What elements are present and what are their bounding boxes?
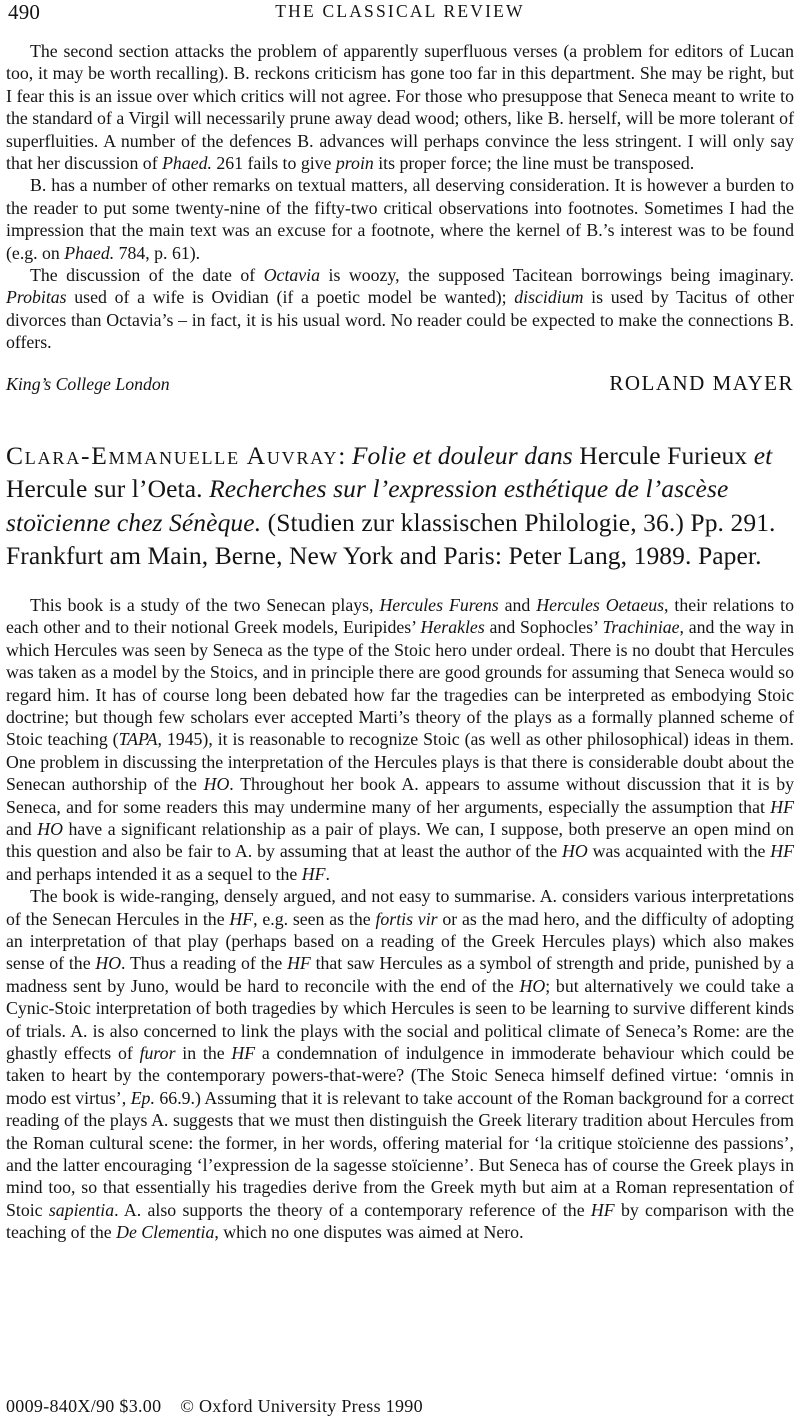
- page-number: 490: [8, 0, 41, 24]
- issn-price: 0009-840X/90 $3.00: [6, 1396, 162, 1416]
- book-citation-heading: [6, 439, 794, 572]
- paragraph: The book is wide-ranging, densely argued, and not easy to summarise. A. considers various interpretations of the Senecan Hercules in the HF, e.g. seen as the fortis vir or as the mad hero, and the difficulty of adopting an interpretation of that play (perhaps based on a reading of the Greek Hercules plays) which also makes sense of the HO. Thus a reading of the HF that saw Hercules as a symbol of strength and pride, punished by a madness sent by Juno, would be hard to reconcile with the end of the HO; but alternatively we could take a Cynic-Stoic interpretation of both tragedies by which Hercules is seen to be learning to survive different kinds of trials. A. is also concerned to link the plays with the social and political climate of Seneca’s Rome: are the ghastly effects of furor in the HF a condemnation of indulgence in immoderate behaviour which could be taken to heart by the contemporary powers-that-were? (The Stoic Seneca himself defined virtue: ‘omnis in modo est virtus’, Ep. 66.9.) Assuming that it is relevant to take account of the Roman background for a correct reading of the plays A. suggests that we must then distinguish the Greek literary tradition about Hercules from the Roman cultural scene: the former, in her words, offering material for ‘la critique stoïcienne des passions’, and the latter encouraging ‘l’expression de la sagesse stoïcienne’. But Seneca has of course the Greek plays in mind too, so that essentially his tragedies derive from the Greek myth but aim at a Roman representation of Stoic sapientia. A. also supports the theory of a contemporary reference of the HF by comparison with the teaching of the De Clementia, which no one disputes was aimed at Nero.: [6, 886, 795, 1243]
- book-citation: : Folie et douleur dans Hercule Furieux et Hercule sur l’Oeta. Recherches sur l’expression esthétique de l’ascèse stoïcienne chez Sénèque. (Studien zur klassischen Philologie, 36.) Pp. 291. Frankfurt am Main, Berne, New York and Paris: Peter Lang, 1989. Paper.: [6, 441, 776, 570]
- book-author: Clara-Emmanuelle Auvray: [6, 441, 339, 471]
- running-header: [6, 0, 794, 40]
- paragraph: This book is a study of the two Senecan plays, Hercules Furens and Hercules Oetaeus, their relations to each other and to their notional Greek models, Euripides’ Herakles and Sophocles’ Trachiniae, and the way in which Hercules was seen by Seneca as the type of the Stoic hero under ordeal. There is no doubt that Hercules was taken as a model by the Stoics, and in principle there are good grounds for assuming that Seneca would so regard him. It has of course long been debated how far the tragedies can be interpreted as embodying Stoic doctrine; but though few scholars ever accepted Marti’s theory of the plays as a formally planned scheme of Stoic teaching (TAPA, 1945), it is reasonable to recognize Stoic (as well as other philosophical) ideas in them. One problem in discussing the interpretation of the Hercules plays is that there is considerable doubt about the Senecan authorship of the HO. Throughout her book A. appears to assume without discussion that it is by Seneca, and for some readers this may undermine many of her arguments, especially the assumption that HF and HO have a significant relationship as a pair of plays. We can, I suppose, both preserve an open mind on this question and also be fair to A. by assuming that at least the author of the HO was acquainted with the HF and perhaps intended it as a sequel to the HF.: [6, 594, 795, 884]
- reviewer-signature: [6, 372, 794, 395]
- review-mayer: [6, 40, 794, 395]
- review-auvray: [6, 594, 794, 1244]
- copyright: © Oxford University Press 1990: [180, 1396, 423, 1416]
- paragraph: B. has a number of other remarks on textual matters, all deserving consideration. It is however a burden to the reader to put some twenty-nine of the fifty-two critical observations into footnotes. Sometimes I had the impression that the main text was an excuse for a footnote, where the kernel of B.’s interest was to be found (e.g. on Phaed. 784, p. 61).: [6, 175, 794, 263]
- reviewer-affiliation: King’s College London: [6, 373, 170, 394]
- reviewer-name: ROLAND MAYER: [609, 370, 794, 395]
- journal-title: THE CLASSICAL REVIEW: [275, 1, 525, 21]
- paragraph: The second section attacks the problem of apparently superfluous verses (a problem for editors of Lucan too, it may be worth recalling). B. reckons criticism has gone too far in this department. She may be right, but I fear this is an issue over which critics will not agree. For those who presuppose that Seneca meant to write to the standard of a Virgil will necessarily prune away dead wood; others, like B. herself, will be more tolerant of superfluities. A number of the defences B. advances will perhaps convince the less stringent. I will only say that her discussion of Phaed. 261 fails to give proin its proper force; the line must be transposed.: [6, 41, 794, 174]
- paragraph: The discussion of the date of Octavia is woozy, the supposed Tacitean borrowings being imaginary. Probitas used of a wife is Ovidian (if a poetic model be wanted); discidium is used by Tacitus of other divorces than Octavia’s – in fact, it is his usual word. No reader could be expected to make the connections B. offers.: [6, 265, 795, 353]
- page-footer: [6, 1396, 437, 1417]
